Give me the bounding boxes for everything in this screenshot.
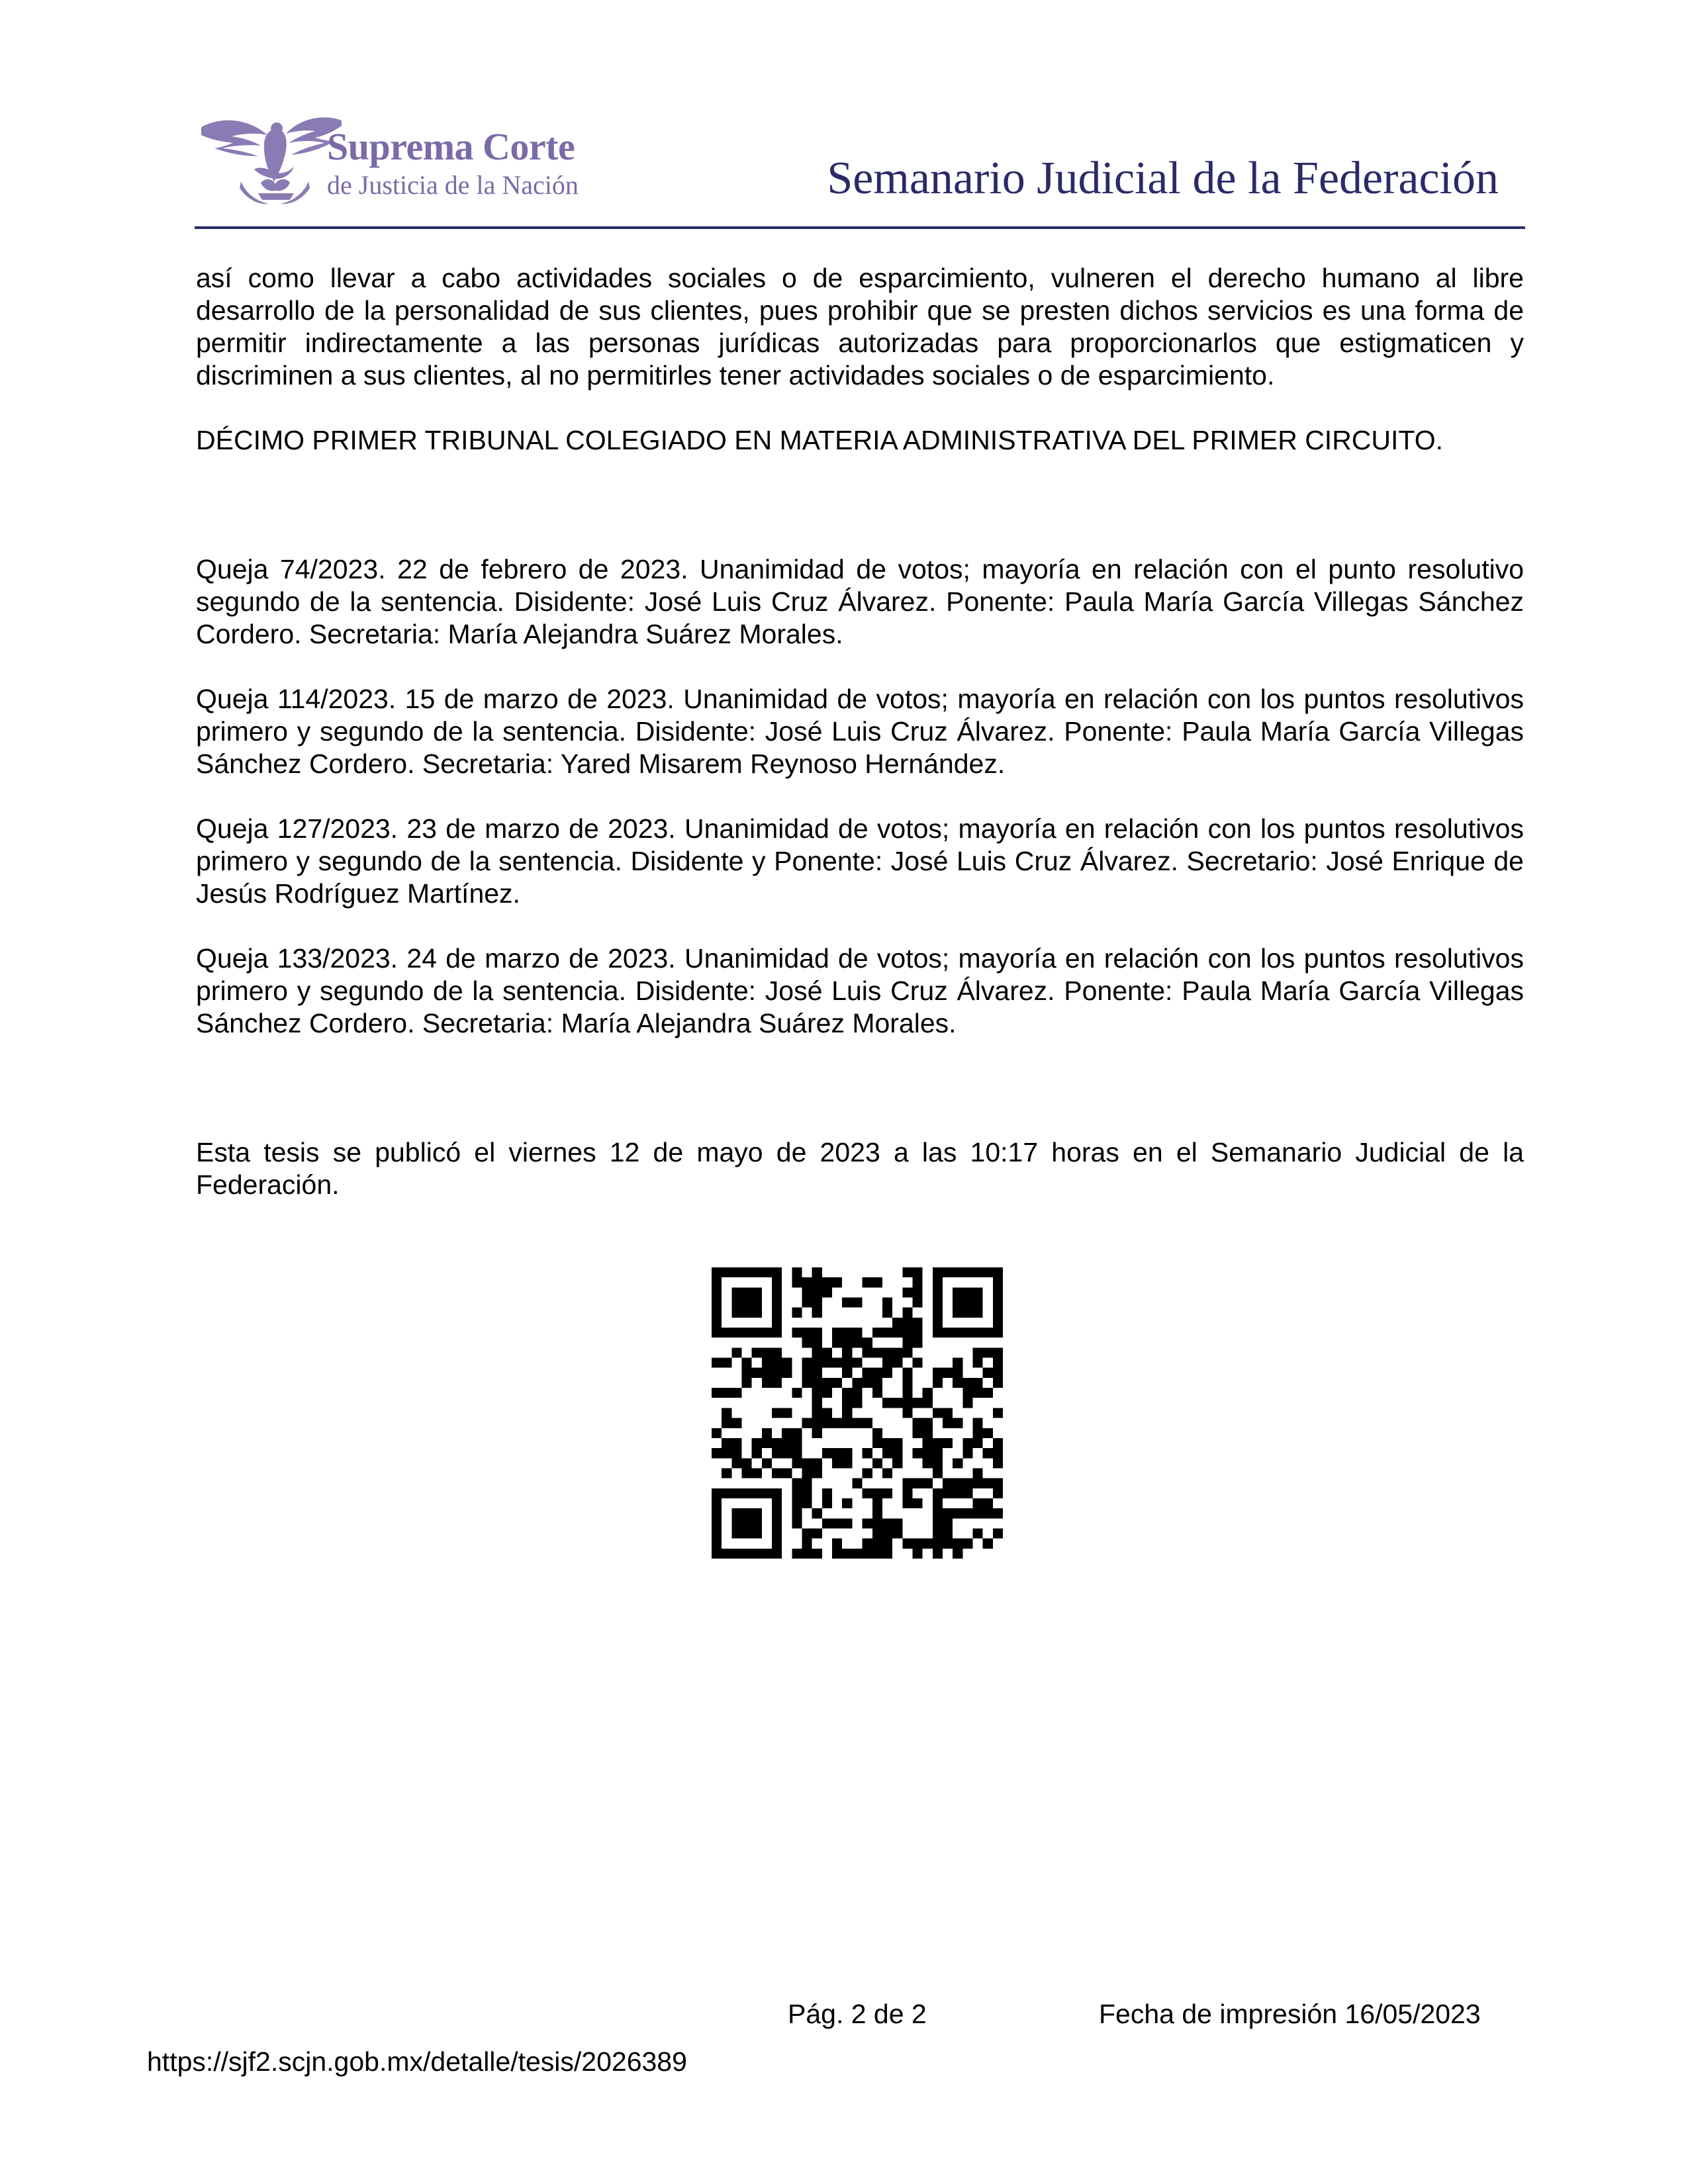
document-url[interactable]: https://sjf2.scjn.gob.mx/detalle/tesis/2026389 (147, 2046, 687, 2077)
publication-note: Esta tesis se publicó el viernes 12 de mayo de 2023 a las 10:17 horas en el Semanario Judicial de la Federación. (196, 1137, 1524, 1200)
case-entry: Queja 74/2023. 22 de febrero de 2023. Unanimidad de votos; mayoría en relación con el punto resolutivo segundo de la sentencia. Disidente: José Luis Cruz Álvarez. Ponente: Paula María García Villegas Sánchez Cordero. Secretaria: María Alejandra Suárez Morales. (196, 554, 1524, 649)
case-entry: Queja 114/2023. 15 de marzo de 2023. Unanimidad de votos; mayoría en relación con los puntos resolutivos primero y segundo de la sentencia. Disidente: José Luis Cruz Álvarez. Ponente: Paula María García Villegas Sánchez Cordero. Secretaria: Yared Misarem Reynoso Hernández. (196, 684, 1524, 779)
document-body (196, 262, 1524, 1201)
page-header (195, 106, 1525, 229)
case-entry: Queja 133/2023. 24 de marzo de 2023. Unanimidad de votos; mayoría en relación con los puntos resolutivos primero y segundo de la sentencia. Disidente: José Luis Cruz Álvarez. Ponente: Paula María García Villegas Sánchez Cordero. Secretaria: María Alejandra Suárez Morales. (196, 943, 1524, 1038)
print-date: Fecha de impresión 16/05/2023 (1099, 1999, 1481, 2029)
eagle-emblem-icon (195, 109, 347, 208)
qr-code-icon (712, 1267, 1003, 1559)
publication-title: Semanario Judicial de la Federación (827, 153, 1499, 204)
logo-subtitle: de Justicia de la Nación (327, 170, 579, 200)
scjn-logo (195, 109, 592, 208)
court-name: DÉCIMO PRIMER TRIBUNAL COLEGIADO EN MATERIA ADMINISTRATIVA DEL PRIMER CIRCUITO. (196, 425, 1443, 455)
intro-paragraph: así como llevar a cabo actividades sociales o de esparcimiento, vulneren el derecho humano al libre desarrollo de la personalidad de sus clientes, pues prohibir que se presten dichos servicios es una forma de permitir indirectamente a las personas jurídicas autorizadas para proporcionarlos que estigmaticen y discriminen a sus clientes, al no permitirles tener actividades sociales o de esparcimiento. (196, 263, 1524, 390)
page-number: Pág. 2 de 2 (788, 1999, 927, 2029)
logo-title: Suprema Corte (327, 125, 575, 168)
case-entry: Queja 127/2023. 23 de marzo de 2023. Unanimidad de votos; mayoría en relación con los puntos resolutivos primero y segundo de la sentencia. Disidente y Ponente: José Luis Cruz Álvarez. Secretario: José Enrique de Jesús Rodríguez Martínez. (196, 813, 1524, 909)
